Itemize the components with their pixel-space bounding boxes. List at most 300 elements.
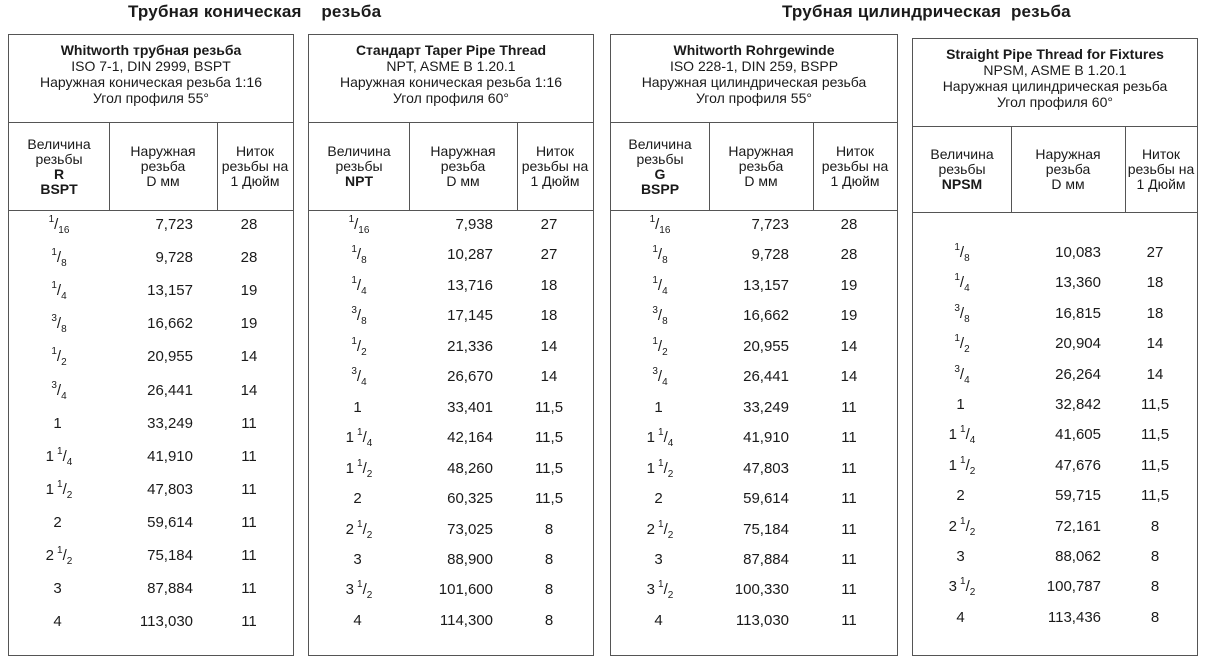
size-whole: 2 <box>654 490 663 508</box>
column-header-line: D мм <box>744 173 778 189</box>
cell-size <box>309 276 409 296</box>
column-header-line: D мм <box>1051 176 1085 192</box>
size-fraction-slash: / <box>62 447 67 465</box>
cell-threads: 19 <box>240 315 258 333</box>
size-whole: 2 <box>956 487 965 505</box>
size-whole: 3 <box>345 581 355 599</box>
size-fraction-slash: / <box>62 547 67 564</box>
size-numerator: 3 <box>51 379 57 391</box>
cell-threads: 27 <box>1146 244 1164 261</box>
cell-size <box>309 459 409 479</box>
size-denominator: 8 <box>361 316 367 328</box>
cell-threads: 14 <box>240 381 258 399</box>
cell-size <box>309 580 409 600</box>
cell-size <box>611 459 709 479</box>
table-header-line: ISO 7-1, DIN 2999, BSPT <box>71 58 231 74</box>
size-numerator: 3 <box>652 305 658 317</box>
size-numerator: 1 <box>954 333 960 345</box>
cell-diameter: 7,723 <box>751 216 789 233</box>
cell-diameter: 87,884 <box>743 550 789 568</box>
cell-size <box>9 447 109 467</box>
column-headers <box>309 123 593 211</box>
size-fraction-slash: / <box>56 381 62 399</box>
size-numerator: 3 <box>351 305 357 317</box>
cell-size <box>9 281 109 301</box>
size-whole: 2 <box>45 547 55 564</box>
column-header-threads <box>217 123 293 210</box>
cell-diameter: 59,614 <box>147 513 193 531</box>
column-header-line: Ниток <box>235 143 275 159</box>
size-fraction-slash: / <box>354 216 359 233</box>
cell-size <box>9 248 109 268</box>
table-header-line: Наружная коническая резьба 1:16 <box>39 74 263 90</box>
table-row <box>913 334 1197 354</box>
section-title-cylindrical: Трубная цилиндрическая резьба <box>782 2 1071 21</box>
cell-size <box>309 306 409 326</box>
size-fraction-slash: / <box>959 335 965 353</box>
cell-threads: 28 <box>240 216 258 233</box>
size-fraction-slash: / <box>655 216 660 233</box>
size-denominator: 4 <box>361 377 367 389</box>
cell-diameter: 16,815 <box>1055 304 1101 322</box>
table-row <box>309 337 593 357</box>
size-denominator: 2 <box>964 344 970 356</box>
table-row <box>309 245 593 265</box>
cell-size <box>9 546 109 566</box>
column-header-line: D мм <box>146 173 180 189</box>
size-numerator: 1 <box>357 457 363 469</box>
table-row <box>611 276 897 296</box>
size-numerator: 1 <box>960 576 966 588</box>
size-denominator: 4 <box>964 283 970 295</box>
size-fraction-slash: / <box>965 517 970 535</box>
size-numerator: 1 <box>357 579 363 591</box>
cell-diameter: 75,184 <box>147 547 193 564</box>
cell-threads: 27 <box>540 216 558 233</box>
size-fraction-slash: / <box>657 307 663 325</box>
cell-size <box>9 480 109 500</box>
size-whole: 1 <box>353 398 362 416</box>
cell-threads: 28 <box>240 249 258 267</box>
table-row <box>913 273 1197 293</box>
cell-diameter: 10,287 <box>447 246 493 264</box>
column-header-line: R <box>53 165 65 182</box>
cell-diameter: 42,164 <box>447 429 493 447</box>
size-whole: 3 <box>646 581 656 599</box>
cell-diameter: 33,401 <box>447 398 493 416</box>
size-denominator: 2 <box>662 346 668 358</box>
table-row <box>9 513 293 533</box>
cell-diameter: 17,145 <box>447 307 493 325</box>
column-header-line: Ниток <box>835 143 875 159</box>
table-row <box>913 608 1197 628</box>
cell-size <box>9 381 109 401</box>
cell-threads: 11 <box>241 447 257 465</box>
cell-size <box>913 365 1011 385</box>
cell-diameter: 7,723 <box>155 216 193 233</box>
cell-diameter: 41,910 <box>743 429 789 447</box>
size-numerator: 1 <box>652 335 658 347</box>
size-whole: 1 <box>948 456 958 474</box>
size-denominator: 2 <box>969 587 976 599</box>
size-denominator: 2 <box>667 590 674 602</box>
size-whole: 4 <box>53 613 62 631</box>
table-row <box>611 337 897 357</box>
cell-size <box>309 215 409 235</box>
size-denominator: 4 <box>667 438 674 450</box>
cell-threads: 8 <box>544 550 554 568</box>
table-title: Straight Pipe Thread for Fixtures <box>946 46 1164 62</box>
size-numerator: 1 <box>357 427 363 439</box>
cell-threads: 11 <box>241 480 257 498</box>
size-numerator: 3 <box>652 366 658 378</box>
size-whole: 3 <box>956 548 965 565</box>
column-header-line: резьбы на <box>821 158 889 174</box>
column-header-line: G <box>654 165 666 182</box>
column-header-threads <box>517 123 593 210</box>
cell-size <box>611 245 709 265</box>
size-fraction-slash: / <box>362 459 367 477</box>
table-row <box>913 517 1197 537</box>
size-whole: 4 <box>353 611 362 629</box>
size-denominator: 4 <box>964 374 970 386</box>
size-whole: 1 <box>654 398 663 416</box>
table-row <box>9 248 293 268</box>
table-title: Whitworth Rohrgewinde <box>673 42 835 58</box>
table-row <box>9 281 293 301</box>
cell-diameter: 73,025 <box>447 520 493 538</box>
cell-threads: 11,5 <box>1140 396 1170 413</box>
size-whole: 4 <box>956 608 965 626</box>
cell-threads: 19 <box>840 307 858 325</box>
table-row <box>309 459 593 479</box>
size-fraction-slash: / <box>362 520 367 538</box>
cell-size <box>913 395 1011 415</box>
cell-diameter: 20,955 <box>147 348 193 366</box>
table-row <box>913 456 1197 476</box>
table-header <box>913 39 1197 127</box>
cell-size <box>913 273 1011 293</box>
cell-size <box>611 276 709 296</box>
cell-diameter: 101,600 <box>438 581 493 599</box>
cell-threads: 11,5 <box>1140 426 1170 444</box>
size-denominator: 2 <box>667 468 674 480</box>
cell-threads: 8 <box>544 581 554 599</box>
cell-size <box>309 337 409 357</box>
cell-diameter: 100,787 <box>1046 578 1101 596</box>
cell-size <box>9 612 109 632</box>
size-fraction-slash: / <box>959 274 965 292</box>
cell-size <box>309 520 409 540</box>
size-denominator: 2 <box>366 529 373 541</box>
cell-size <box>611 580 709 600</box>
column-header-diameter <box>109 123 217 210</box>
cell-diameter: 59,715 <box>1055 487 1101 505</box>
cell-threads: 14 <box>1146 365 1164 383</box>
size-whole: 3 <box>353 550 362 568</box>
cell-size <box>9 414 109 434</box>
size-denominator: 8 <box>662 255 668 267</box>
table-row <box>611 428 897 448</box>
size-fraction-slash: / <box>356 246 362 264</box>
table-row <box>9 612 293 632</box>
cell-threads: 14 <box>240 348 258 366</box>
table-row <box>611 520 897 540</box>
cell-diameter: 33,249 <box>147 414 193 432</box>
column-header-diameter <box>709 123 813 210</box>
size-whole: 1 <box>45 447 55 465</box>
size-fraction-slash: / <box>362 429 367 447</box>
cell-diameter: 16,662 <box>743 307 789 325</box>
cell-diameter: 7,938 <box>455 216 493 233</box>
size-denominator: 4 <box>969 435 976 447</box>
column-header-line: резьба <box>140 158 186 174</box>
cell-threads: 14 <box>840 368 858 386</box>
cell-size <box>611 550 709 570</box>
table-row <box>9 347 293 367</box>
cell-size <box>9 513 109 533</box>
column-divider <box>517 123 518 211</box>
column-header-line: 1 Дюйм <box>230 173 280 189</box>
column-header-size <box>611 123 709 210</box>
cell-size <box>309 245 409 265</box>
cell-threads: 8 <box>1150 548 1160 565</box>
cell-diameter: 32,842 <box>1055 396 1101 413</box>
cell-size <box>309 428 409 448</box>
cell-threads: 11 <box>841 398 857 416</box>
cell-size <box>611 520 709 540</box>
table-row <box>9 314 293 334</box>
column-header-line: 1 Дюйм <box>1136 176 1186 192</box>
size-denominator: 16 <box>659 225 671 236</box>
table-header-line: NPT, ASME B 1.20.1 <box>386 58 516 74</box>
cell-size <box>913 486 1011 506</box>
table-row <box>913 243 1197 263</box>
size-denominator: 4 <box>662 285 668 297</box>
column-headers <box>9 123 293 211</box>
cell-threads: 27 <box>540 246 558 264</box>
cell-threads: 28 <box>840 216 858 233</box>
size-numerator: 1 <box>57 545 63 556</box>
table-row <box>913 547 1197 567</box>
table-row <box>611 611 897 631</box>
cell-diameter: 48,260 <box>447 459 493 477</box>
column-header-line: NPSM <box>941 176 983 192</box>
cell-threads: 11 <box>841 581 857 599</box>
cell-diameter: 13,157 <box>743 276 789 294</box>
size-denominator: 2 <box>66 556 73 567</box>
size-numerator: 1 <box>658 579 664 591</box>
size-numerator: 1 <box>351 274 357 286</box>
table-row <box>309 580 593 600</box>
size-numerator: 1 <box>954 272 960 284</box>
size-numerator: 3 <box>51 313 57 325</box>
column-header-line: Наружная <box>728 143 794 159</box>
column-header-line: Наружная <box>430 143 496 159</box>
size-fraction-slash: / <box>56 249 62 267</box>
column-header-line: Величина <box>628 135 692 152</box>
size-denominator: 4 <box>366 438 373 450</box>
size-denominator: 8 <box>964 253 970 264</box>
size-whole: 2 <box>353 490 362 508</box>
cell-threads: 11,5 <box>1140 487 1170 505</box>
table-header-line: Наружная коническая резьба 1:16 <box>339 74 563 90</box>
size-numerator: 3 <box>351 366 357 378</box>
table-header <box>309 35 593 123</box>
size-numerator: 1 <box>652 244 658 256</box>
size-fraction-slash: / <box>959 365 965 383</box>
cell-diameter: 20,904 <box>1055 335 1101 353</box>
size-denominator: 4 <box>66 456 73 468</box>
size-fraction-slash: / <box>959 304 965 322</box>
column-header-line: Величина <box>327 143 391 159</box>
size-fraction-slash: / <box>356 307 362 325</box>
cell-size <box>611 489 709 509</box>
thread-table <box>912 38 1198 656</box>
cell-diameter: 113,436 <box>1047 608 1101 626</box>
size-whole: 2 <box>646 520 656 538</box>
size-fraction-slash: / <box>657 246 663 264</box>
cell-threads: 11 <box>841 611 857 629</box>
cell-diameter: 13,360 <box>1055 274 1101 292</box>
cell-threads: 14 <box>1146 335 1164 353</box>
size-fraction-slash: / <box>663 581 668 599</box>
cell-threads: 11 <box>241 547 257 564</box>
table-row <box>611 489 897 509</box>
table-row <box>9 414 293 434</box>
cell-threads: 11 <box>241 414 257 432</box>
table-row <box>913 425 1197 445</box>
size-denominator: 2 <box>366 468 373 480</box>
cell-threads: 19 <box>240 282 258 300</box>
table-header <box>9 35 293 123</box>
size-numerator: 1 <box>954 242 960 253</box>
cell-threads: 18 <box>1146 274 1164 292</box>
column-divider <box>109 123 110 211</box>
column-header-diameter <box>1011 127 1125 212</box>
table-title: Стандарт Taper Pipe Thread <box>355 42 547 58</box>
size-numerator: 1 <box>57 478 63 490</box>
size-whole: 3 <box>654 550 663 568</box>
cell-size <box>913 547 1011 567</box>
column-header-line: резьбы на <box>521 158 589 174</box>
cell-size <box>913 456 1011 476</box>
size-fraction-slash: / <box>965 456 970 474</box>
column-divider <box>217 123 218 211</box>
cell-size <box>9 347 109 367</box>
size-numerator: 1 <box>351 335 357 347</box>
column-header-line: резьбы на <box>1127 161 1195 177</box>
column-header-line: Наружная <box>1035 146 1101 162</box>
size-denominator: 4 <box>361 285 367 297</box>
cell-size <box>309 550 409 570</box>
size-denominator: 4 <box>61 291 67 303</box>
column-header-line: BSPP <box>640 180 680 197</box>
cell-diameter: 9,728 <box>155 249 193 267</box>
column-header-line: D мм <box>446 173 480 189</box>
size-numerator: 1 <box>658 518 664 530</box>
table-row <box>611 245 897 265</box>
size-fraction-slash: / <box>965 578 970 596</box>
cell-diameter: 88,062 <box>1055 548 1101 565</box>
cell-diameter: 20,955 <box>743 337 789 355</box>
size-fraction-slash: / <box>62 480 67 498</box>
cell-threads: 11 <box>841 459 857 477</box>
size-denominator: 8 <box>964 313 970 325</box>
size-denominator: 2 <box>61 357 67 369</box>
cell-diameter: 26,670 <box>447 368 493 386</box>
size-denominator: 2 <box>66 489 73 501</box>
table-row <box>309 367 593 387</box>
column-divider <box>813 123 814 211</box>
cell-threads: 11,5 <box>534 490 564 508</box>
column-header-line: 1 Дюйм <box>830 173 880 189</box>
cell-size <box>309 611 409 631</box>
table-header-line: NPSM, ASME B 1.20.1 <box>983 62 1127 78</box>
size-denominator: 2 <box>667 529 674 541</box>
cell-diameter: 100,330 <box>734 581 789 599</box>
size-fraction-slash: / <box>663 429 668 447</box>
table-row <box>611 367 897 387</box>
size-fraction-slash: / <box>959 244 965 261</box>
cell-diameter: 59,614 <box>743 490 789 508</box>
cell-size <box>611 215 709 235</box>
column-header-line: резьбы <box>938 161 986 177</box>
cell-threads: 11,5 <box>534 459 564 477</box>
cell-diameter: 10,083 <box>1055 244 1101 261</box>
size-fraction-slash: / <box>56 315 62 333</box>
column-header-line: резьбы <box>35 150 83 167</box>
cell-threads: 11 <box>241 613 257 631</box>
cell-diameter: 113,030 <box>735 611 789 629</box>
column-header-threads <box>1125 127 1197 212</box>
table-title: Whitworth трубная резьба <box>60 42 242 58</box>
table-row <box>309 550 593 570</box>
cell-diameter: 41,605 <box>1055 426 1101 444</box>
cell-diameter: 72,161 <box>1055 517 1101 535</box>
size-fraction-slash: / <box>356 276 362 294</box>
column-header-line: резьбы <box>335 158 383 174</box>
column-divider <box>409 123 410 211</box>
size-numerator: 1 <box>51 247 57 259</box>
size-whole: 3 <box>948 578 958 596</box>
cell-diameter: 88,900 <box>447 550 493 568</box>
table-row <box>913 486 1197 506</box>
table-row <box>309 489 593 509</box>
table-header-line: ISO 228-1, DIN 259, BSPP <box>669 58 839 74</box>
cell-size <box>309 489 409 509</box>
size-numerator: 1 <box>960 454 966 466</box>
cell-size <box>913 517 1011 537</box>
size-denominator: 8 <box>61 324 67 336</box>
table-row <box>913 304 1197 324</box>
table-header-line: Угол профиля 55° <box>93 90 209 106</box>
cell-size <box>913 304 1011 324</box>
cell-diameter: 87,884 <box>147 580 193 598</box>
cell-diameter: 26,264 <box>1055 365 1101 383</box>
size-whole: 1 <box>948 426 958 444</box>
cell-diameter: 33,249 <box>743 398 789 416</box>
size-fraction-slash: / <box>56 282 62 300</box>
column-header-line: резьба <box>738 158 784 174</box>
size-whole: 2 <box>345 520 355 538</box>
size-fraction-slash: / <box>657 337 663 355</box>
size-numerator: 1 <box>357 518 363 530</box>
size-whole: 1 <box>45 480 55 498</box>
column-header-size <box>913 127 1011 212</box>
table-row <box>611 398 897 418</box>
column-divider <box>1125 127 1126 213</box>
